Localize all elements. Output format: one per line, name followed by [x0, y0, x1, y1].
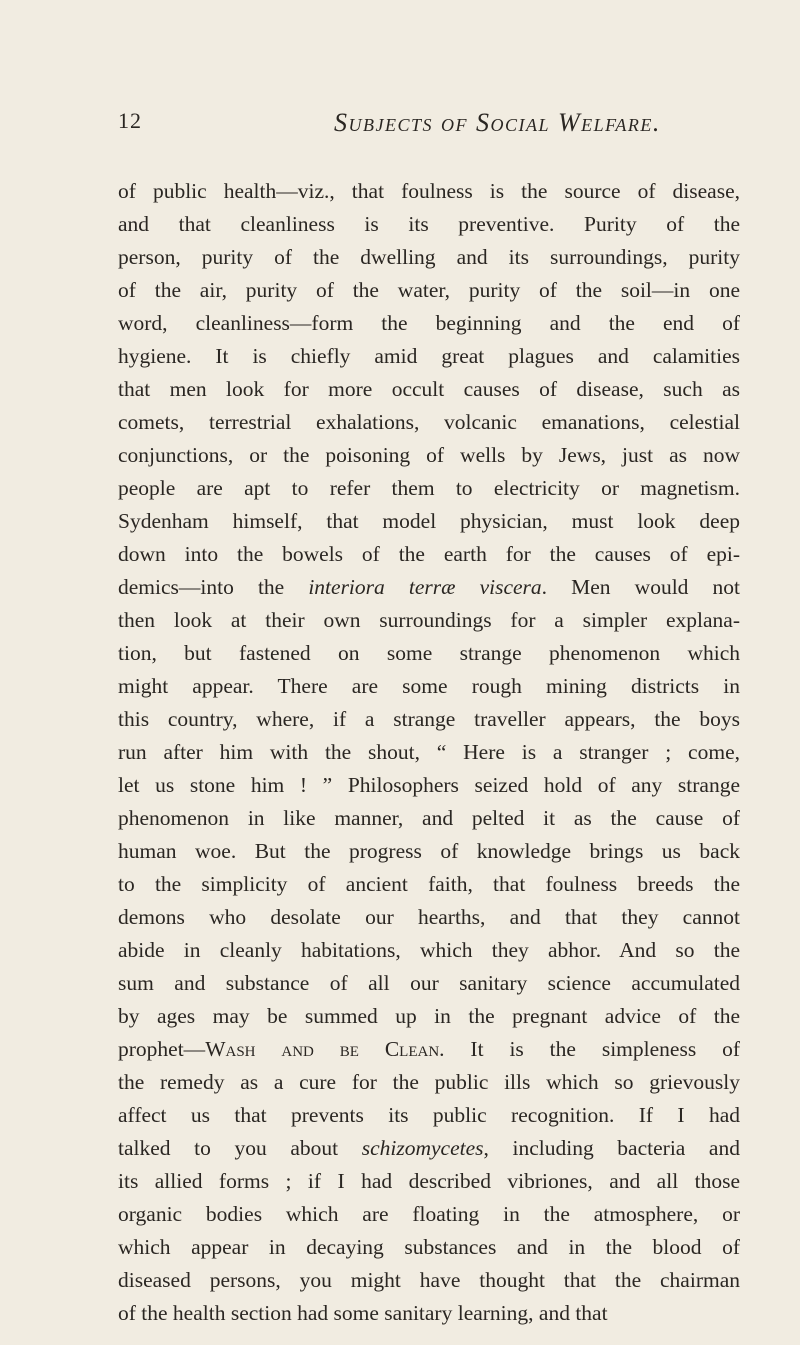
text-line: [118, 208, 740, 241]
text-segment: run after him with the shout, “ Here is a stranger ; come,: [118, 740, 740, 764]
text-segment: then look at their own surroundings for a simpler explana-: [118, 608, 740, 632]
text-line: [118, 1231, 740, 1264]
running-head-title: Subjects of Social Welfare.: [334, 108, 661, 137]
text-line: [118, 1198, 740, 1231]
text-segment: the remedy as a cure for the public ills which so grievously: [118, 1070, 740, 1094]
text-line: [118, 868, 740, 901]
text-line: [118, 736, 740, 769]
text-line: [118, 901, 740, 934]
text-segment: to the simplicity of ancient faith, that foulness breeds the: [118, 872, 740, 896]
italic-phrase: schizomycetes: [361, 1136, 484, 1160]
text-segment: by ages may be summed up in the pregnant advice of the: [118, 1004, 740, 1028]
text-segment: abide in cleanly habitations, which they abhor. And so the: [118, 938, 740, 962]
text-line: [118, 1066, 740, 1099]
text-segment: organic bodies which are floating in the atmosphere, or: [118, 1202, 740, 1226]
text-segment: . Men would not: [541, 575, 740, 599]
text-line: [118, 967, 740, 1000]
text-line: [118, 1000, 740, 1033]
small-caps-phrase: Wash and be Clean: [205, 1037, 440, 1061]
text-segment: , including bacteria and: [483, 1136, 740, 1160]
text-line: [118, 307, 740, 340]
text-line: [118, 1297, 740, 1330]
text-segment: of the health section had some sanitary learning, and that: [118, 1301, 608, 1325]
text-segment: phenomenon in like manner, and pelted it as the cause of: [118, 806, 740, 830]
text-line: [118, 472, 740, 505]
body-text: [118, 175, 740, 1330]
text-segment: of public health—viz., that foulness is the source of disease,: [118, 179, 740, 203]
text-segment: sum and substance of all our sanitary science accumulated: [118, 971, 740, 995]
text-line: [118, 241, 740, 274]
text-segment: person, purity of the dwelling and its surroundings, purity: [118, 245, 740, 269]
italic-phrase: interiora terræ viscera: [308, 575, 542, 599]
text-line: [118, 439, 740, 472]
text-line: [118, 406, 740, 439]
text-segment: demics—into the: [118, 575, 309, 599]
text-segment: conjunctions, or the poisoning of wells by Jews, just as now: [118, 443, 740, 467]
text-line: [118, 274, 740, 307]
text-line: [118, 670, 740, 703]
text-line: [118, 1132, 740, 1165]
text-line: [118, 604, 740, 637]
text-segment: that men look for more occult causes of disease, such as: [118, 377, 740, 401]
text-line: [118, 373, 740, 406]
text-line: [118, 1033, 740, 1066]
text-segment: which appear in decaying substances and in the blood of: [118, 1235, 740, 1259]
text-segment: people are apt to refer them to electricity or magnetism.: [118, 476, 740, 500]
text-segment: might appear. There are some rough mining districts in: [118, 674, 740, 698]
text-line: [118, 571, 740, 604]
text-line: [118, 1099, 740, 1132]
text-line: [118, 1264, 740, 1297]
text-line: [118, 340, 740, 373]
text-segment: demons who desolate our hearths, and that they cannot: [118, 905, 740, 929]
text-segment: diseased persons, you might have thought that the chairman: [118, 1268, 740, 1292]
page-number: 12: [118, 108, 142, 133]
text-segment: comets, terrestrial exhalations, volcanic emanations, celestial: [118, 410, 740, 434]
text-line: [118, 175, 740, 208]
text-line: [118, 637, 740, 670]
text-segment: talked to you about: [118, 1136, 362, 1160]
text-segment: and that cleanliness is its preventive. Purity of the: [118, 212, 740, 236]
text-line: [118, 505, 740, 538]
text-line: [118, 835, 740, 868]
text-segment: this country, where, if a strange traveller appears, the boys: [118, 707, 740, 731]
text-line: [118, 1165, 740, 1198]
text-segment: . It is the simpleness of: [439, 1037, 740, 1061]
text-segment: tion, but fastened on some strange phenomenon which: [118, 641, 740, 665]
text-segment: affect us that prevents its public recognition. If I had: [118, 1103, 740, 1127]
text-line: [118, 802, 740, 835]
running-head: [118, 108, 738, 142]
text-segment: prophet—: [118, 1037, 206, 1061]
text-line: [118, 769, 740, 802]
text-segment: down into the bowels of the earth for the causes of epi-: [118, 542, 740, 566]
text-segment: Sydenham himself, that model physician, must look deep: [118, 509, 740, 533]
text-segment: of the air, purity of the water, purity of the soil—in one: [118, 278, 740, 302]
text-segment: hygiene. It is chiefly amid great plagues and calamities: [118, 344, 740, 368]
text-segment: its allied forms ; if I had described vibriones, and all those: [118, 1169, 740, 1193]
text-line: [118, 703, 740, 736]
text-segment: human woe. But the progress of knowledge brings us back: [118, 839, 740, 863]
text-segment: word, cleanliness—form the beginning and the end of: [118, 311, 740, 335]
text-segment: let us stone him ! ” Philosophers seized hold of any strange: [118, 773, 740, 797]
text-line: [118, 934, 740, 967]
text-line: [118, 538, 740, 571]
